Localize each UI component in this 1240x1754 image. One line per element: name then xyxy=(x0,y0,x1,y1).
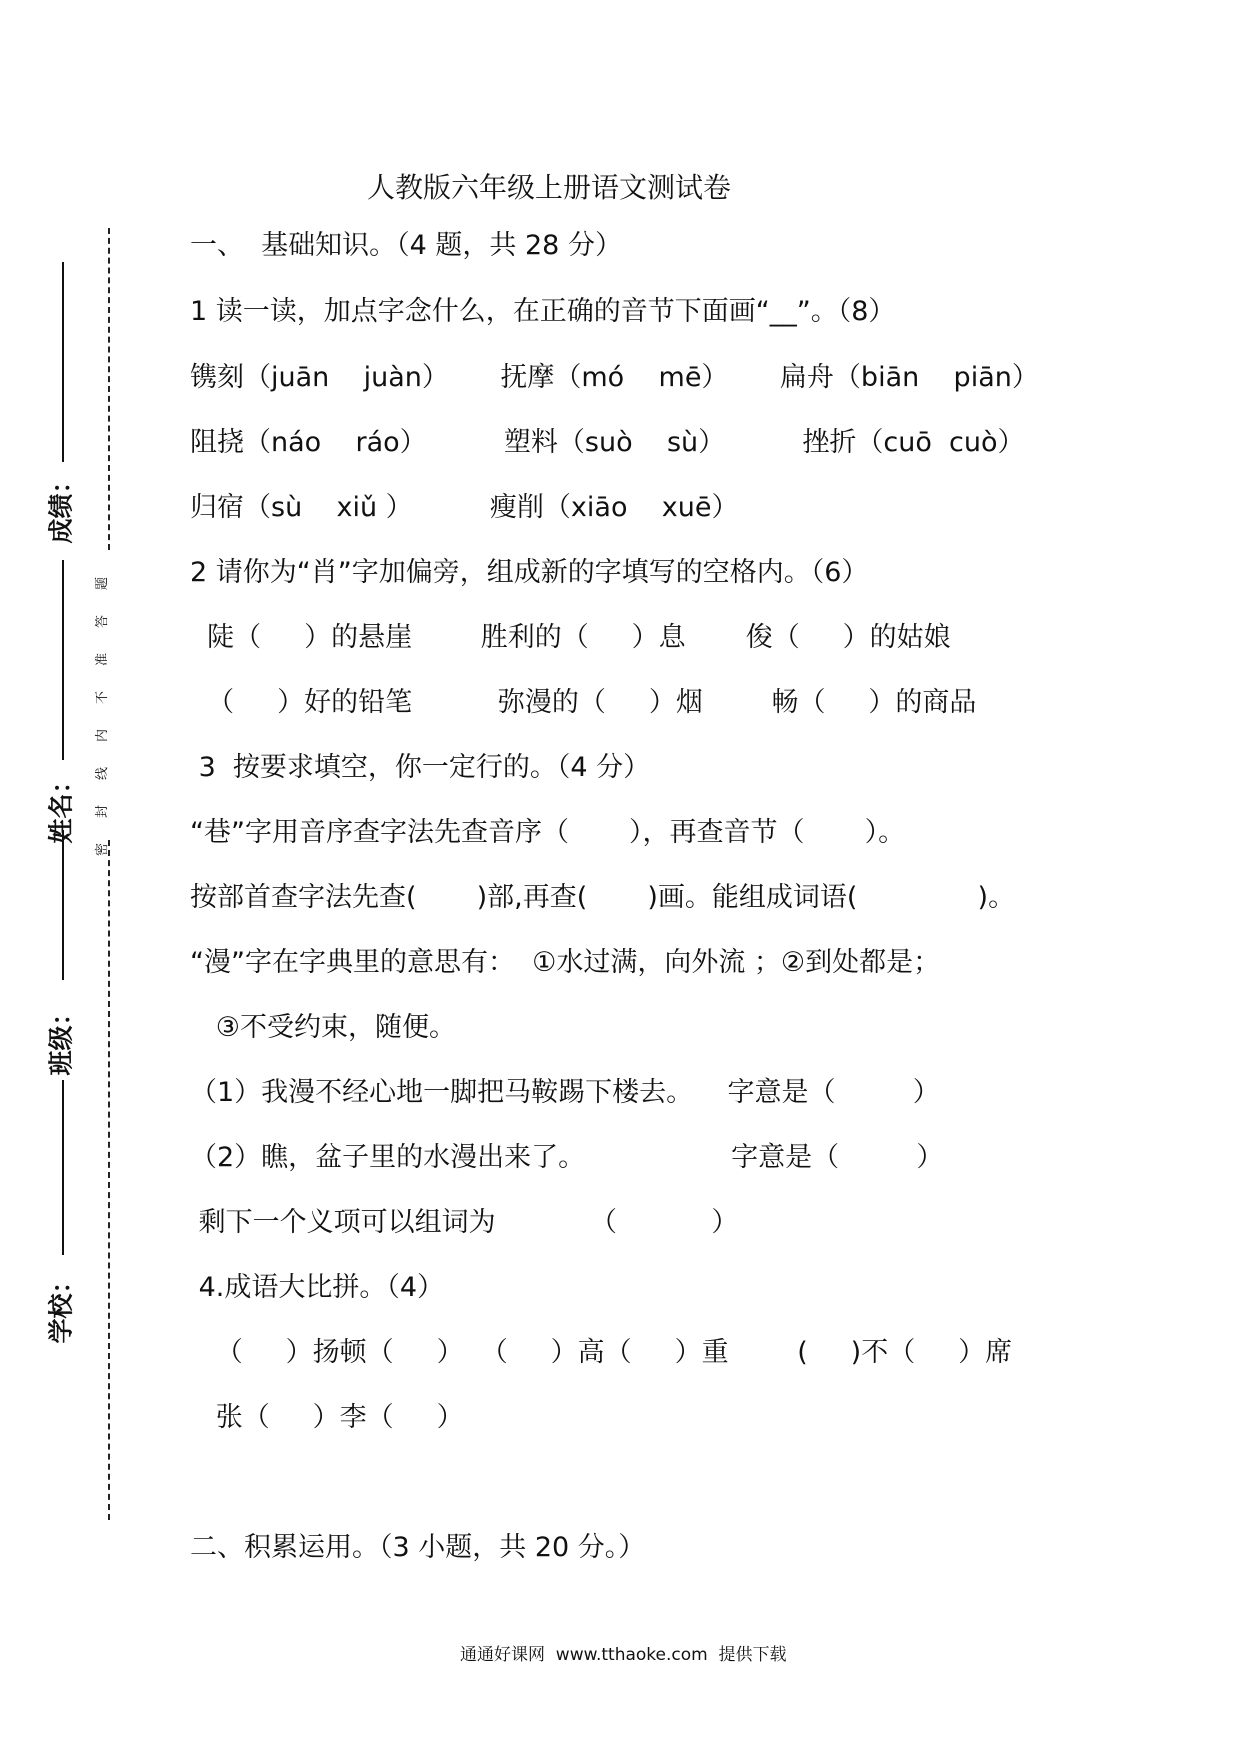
idiom-row-2: 张（ ）李（ ） xyxy=(190,1402,464,1433)
seal-char: 答 xyxy=(95,614,111,629)
pinyin-row-1: 镌刻（juān juàn） 抚摩（mó mē） 扁舟（biān piān） xyxy=(190,362,1039,393)
margin-solid-line-name xyxy=(62,560,64,760)
question-4-prompt: 4.成语大比拼。（4） xyxy=(190,1272,445,1303)
seal-char: 不 xyxy=(95,690,111,705)
seal-char: 准 xyxy=(95,652,111,667)
section-heading-basic-knowledge: 一、 基础知识。（4 题，共 28 分） xyxy=(190,230,622,261)
sentence-2: （2）瞧，盆子里的水漫出来了。 字意是（ ） xyxy=(190,1142,944,1173)
section-heading-accumulation: 二、积累运用。（3 小题，共 20 分。） xyxy=(190,1532,646,1563)
name-label: 姓名： xyxy=(46,768,76,844)
lookup-radical-line: 按部首查字法先查( )部,再查( )画。能组成词语( )。 xyxy=(190,882,1016,913)
page-title: 人教版六年级上册语文测试卷 xyxy=(367,171,732,204)
seal-char: 封 xyxy=(95,804,111,819)
remaining-meaning-line: 剩下一个义项可以组词为 （ ） xyxy=(190,1207,739,1238)
seal-char: 内 xyxy=(95,728,111,743)
question-2-prompt: 2 请你为“肖”字加偏旁，组成新的字填写的空格内。（6） xyxy=(190,557,869,588)
binding-dashed-line xyxy=(108,228,110,550)
sentence-1: （1）我漫不经心地一脚把马鞍踢下楼去。 字意是（ ） xyxy=(190,1077,940,1108)
margin-solid-line-class xyxy=(62,830,64,980)
footer-credit: 通通好课网 www.tthaoke.com 提供下载 xyxy=(460,1645,787,1665)
question-3-prompt: 3 按要求填空，你一定行的。（4 分） xyxy=(190,752,651,783)
meaning-line-1: “漫”字在字典里的意思有： ①水过满，向外流 ；②到处都是； xyxy=(190,947,941,978)
idiom-row-1: （ ）扬顿（ ） （ ）高（ ）重 ( )不（ ）席 xyxy=(190,1337,1013,1368)
pinyin-row-3: 归宿（sù xiǔ ） 瘦削（xiāo xuē） xyxy=(190,492,739,523)
meaning-line-2: ③不受约束，随便。 xyxy=(190,1012,456,1043)
seal-char: 题 xyxy=(95,576,111,591)
seal-char: 密 xyxy=(95,842,111,857)
fill-blank-row-1: 陡（ ）的悬崖 胜利的（ ）息 俊（ ）的姑娘 xyxy=(190,622,951,653)
class-label: 班级： xyxy=(46,1000,76,1076)
pinyin-row-2: 阻挠（náo ráo） 塑料（suò sù） 挫折（cuō cuò） xyxy=(190,427,1025,458)
seal-char: 线 xyxy=(95,766,111,781)
question-1-prompt: 1 读一读，加点字念什么，在正确的音节下面画“__”。（8） xyxy=(190,296,896,327)
score-label: 成绩： xyxy=(46,468,76,544)
margin-solid-line-school xyxy=(62,1080,64,1255)
margin-solid-line-score xyxy=(62,262,64,462)
binding-dashed-line xyxy=(108,840,110,1520)
school-label: 学校： xyxy=(46,1268,76,1344)
lookup-phonetic-line: “巷”字用音序查字法先查音序（ ），再查音节（ ）。 xyxy=(190,817,906,848)
fill-blank-row-2: （ ）好的铅笔 弥漫的（ ）烟 畅（ ）的商品 xyxy=(190,687,977,718)
